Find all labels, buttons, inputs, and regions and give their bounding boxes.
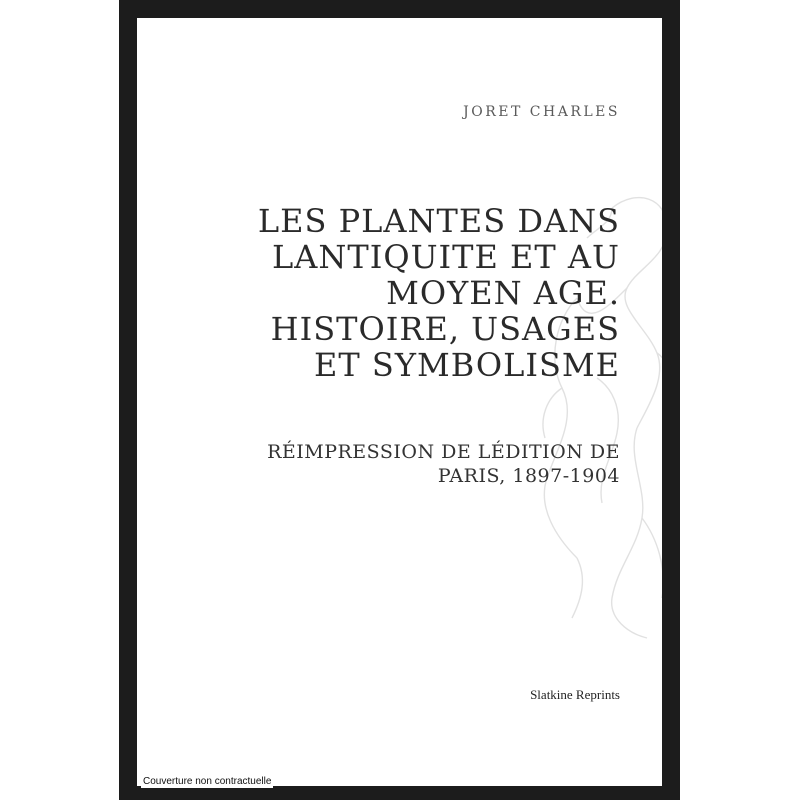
book-cover [119,0,680,800]
book-subtitle: RÉIMPRESSION DE LÉDITION DE PARIS, 1897-1904 [267,441,620,487]
cover-page [137,18,662,786]
author-name: JORET CHARLES [463,104,620,120]
publisher-name: Slatkine Reprints [530,687,620,702]
disclaimer-note: Couverture non contractuelle [143,776,272,787]
book-title: LES PLANTES DANS LANTIQUITE ET AU MOYEN AGE. HISTOIRE, USAGES ET SYMBOLISME [257,202,620,384]
